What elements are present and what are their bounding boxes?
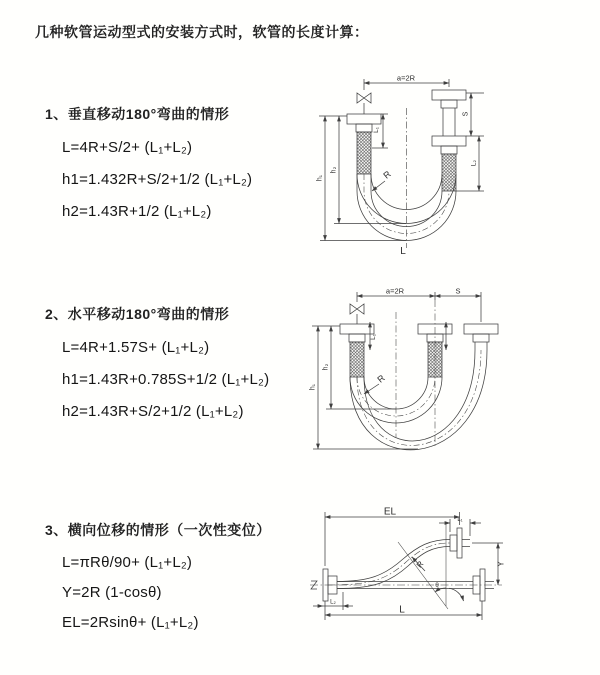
dim-label-a2r: a=2R <box>396 73 416 83</box>
right-lower-flange-fitting <box>432 136 466 191</box>
formula-line: h1=1.432R+S/2+1/2 (L₁+L₂) <box>62 171 253 188</box>
formula-line: L=4R+S/2+ (L₁+L₂) <box>62 139 193 156</box>
braided-hose-section <box>357 132 371 174</box>
formula-line: h1=1.43R+0.785S+1/2 (L₁+L₂) <box>62 371 270 388</box>
dim-label-el: EL <box>383 506 397 518</box>
dim-label-h2: h₂ <box>330 166 338 174</box>
formula-line: EL=2Rsinθ+ (L₁+L₂) <box>62 614 199 631</box>
formula-line: L=πRθ/90+ (L₁+L₂) <box>62 554 193 571</box>
valve-icon <box>357 93 371 114</box>
section-2-formulas <box>62 332 269 428</box>
dim-label-r: R <box>414 559 426 570</box>
dimension-h1 <box>309 326 418 449</box>
section-2-heading: 2、水平移动180°弯曲的情形 <box>45 306 230 322</box>
dim-label-r: R <box>375 372 387 385</box>
dim-label-l1: L₁ <box>373 127 380 133</box>
section-lateral-displacement <box>45 520 271 638</box>
dimension-el <box>325 512 463 566</box>
valve-icon <box>350 304 364 324</box>
dimension-a2r <box>357 292 481 322</box>
dim-label-l1: L₁ <box>457 517 463 523</box>
formula-line: Y=2R (1-cosθ) <box>62 584 162 601</box>
dim-label-h2: h₂ <box>322 363 330 371</box>
dim-label-l1: L₁ <box>370 334 377 340</box>
dim-label-l2: L₂ <box>330 599 336 606</box>
left-flange-fitting <box>340 324 374 377</box>
braided-hose-section <box>442 154 456 191</box>
dim-label-l: L <box>399 604 405 616</box>
section-1-formulas <box>62 132 252 228</box>
right-flange-fitting <box>464 324 498 350</box>
left-flange-fitting <box>347 114 381 174</box>
section-3-formulas <box>62 548 271 638</box>
radius-leader-line <box>372 181 385 191</box>
right-upper-flange-fitting <box>432 90 466 136</box>
diagram-vertical-180-bend <box>302 70 594 262</box>
dim-label-s: S <box>455 286 461 296</box>
diagram-lateral-displacement <box>300 502 600 660</box>
dim-label-s: S <box>462 111 470 117</box>
formula-line: h2=1.43R+S/2+1/2 (L₁+L₂) <box>62 403 244 420</box>
formula-line: h2=1.43R+1/2 (L₁+L₂) <box>62 203 212 220</box>
braided-hose-section <box>428 342 442 377</box>
dim-label-l2: L₂ <box>470 159 478 167</box>
dim-label-theta: θ <box>435 582 439 589</box>
dim-label-h1: h₁ <box>309 383 317 391</box>
dim-label-r: R <box>381 168 393 181</box>
dim-label-h1: h₁ <box>316 174 324 182</box>
section-1-heading: 1、垂直移动180°弯曲的情形 <box>45 106 230 122</box>
page-title: 几种软管运动型式的安装方式时，软管的长度计算： <box>35 24 369 40</box>
section-3-heading: 3、横向位移的情形（一次性变位） <box>45 522 271 538</box>
dim-label-a2r: a=2R <box>385 286 405 296</box>
dim-label-l: L <box>400 246 406 257</box>
formula-line: L=4R+1.57S+ (L₁+L₂) <box>62 339 210 356</box>
section-horizontal-movement <box>45 304 269 428</box>
section-vertical-movement <box>45 104 252 228</box>
upper-flange-fitting <box>450 528 470 558</box>
diagram-horizontal-180-bend <box>298 282 592 468</box>
braided-hose-section <box>350 342 364 377</box>
dim-label-y: Y <box>496 561 506 567</box>
